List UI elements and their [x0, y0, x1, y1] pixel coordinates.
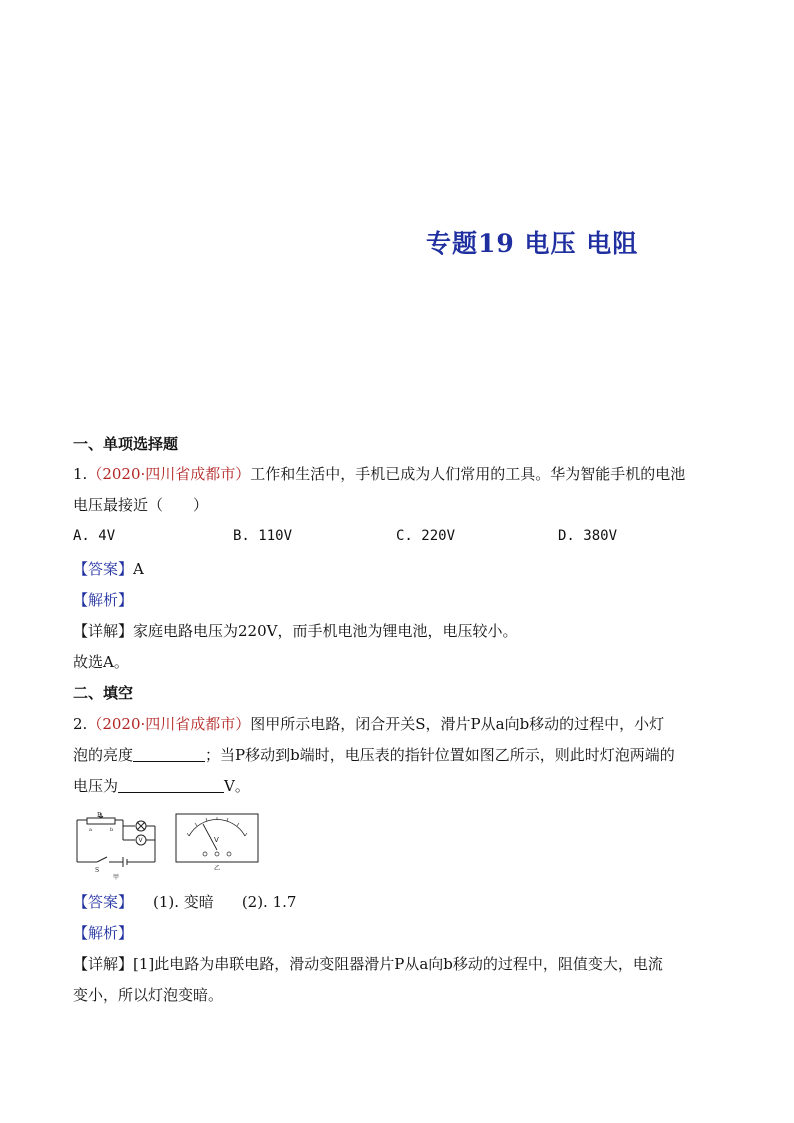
q2-answer-part-2: (2). 1.7	[241, 893, 297, 911]
voltmeter-scale-v-label: V	[214, 836, 219, 844]
q2-answer-part-1: (1). 变暗	[153, 893, 214, 911]
q2-line3	[73, 776, 250, 796]
q1-answer-label: 【答案】	[73, 560, 134, 578]
section-heading-fill-blank: 二、填空	[73, 684, 134, 702]
q2-line1	[73, 714, 664, 734]
q2-detail-label: 【详解】	[73, 955, 134, 973]
q2-detail-line1	[73, 954, 663, 974]
circuit-diagram-figure	[73, 812, 169, 880]
q2-source: （2020·四川省成都市）	[87, 715, 251, 733]
figure-right-label: 乙	[214, 865, 221, 872]
q1-option-a: A. 4V	[73, 528, 116, 544]
slider-p-label: P	[97, 812, 102, 819]
q1-detail-text: 家庭电路电压为220V，而手机电池为锂电池，电压较小。	[133, 622, 518, 640]
q1-text-line2: 电压最接近（ ）	[73, 496, 209, 514]
q2-detail-line2: 变小，所以灯泡变暗。	[73, 986, 224, 1004]
q2-detail-text-1: [1]此电路为串联电路，滑动变阻器滑片P从a向b移动的过程中，阻值变大，电流	[133, 955, 663, 973]
q1-option-c: C. 220V	[396, 528, 456, 544]
q1-number: 1.	[73, 465, 88, 483]
page-title: 专题19 电压 电阻	[426, 229, 639, 258]
q1-source: （2020·四川省成都市）	[87, 465, 251, 483]
q1-analysis-label: 【解析】	[73, 591, 134, 609]
terminal-a-label: a	[89, 827, 92, 833]
q2-blank-1[interactable]	[133, 745, 205, 762]
voltmeter-figure	[175, 812, 259, 872]
q2-text-line2a: 泡的亮度	[73, 746, 134, 764]
q2-text-line2b: ；当P移动到b端时，电压表的指针位置如图乙所示，则此时灯泡两端的	[205, 746, 675, 764]
q1-option-d: D. 380V	[558, 528, 618, 544]
q1-text-line1: 工作和生活中，手机已成为人们常用的工具。华为智能手机的电池	[250, 465, 686, 483]
q1-answer	[73, 559, 144, 579]
q2-text-line3b: V。	[224, 777, 250, 795]
figure-left-label: 甲	[113, 874, 120, 880]
q1-detail-label: 【详解】	[73, 622, 134, 640]
q2-line2	[73, 745, 675, 765]
q1-line1	[73, 464, 685, 484]
q2-number: 2.	[73, 715, 88, 733]
section-heading-single-choice: 一、单项选择题	[73, 435, 179, 453]
q2-text-line1: 图甲所示电路，闭合开关S，滑片P从a向b移动的过程中，小灯	[250, 715, 665, 733]
q2-analysis-label: 【解析】	[73, 924, 134, 942]
q2-text-line3a: 电压为	[73, 777, 119, 795]
q2-answer	[73, 892, 296, 912]
q1-option-b: B. 110V	[233, 528, 293, 544]
q1-conclusion: 故选A。	[73, 653, 129, 671]
voltmeter-v-label: V	[138, 837, 143, 844]
q2-answer-label: 【答案】	[73, 893, 134, 911]
q1-detail	[73, 621, 517, 641]
q2-blank-2[interactable]	[118, 776, 224, 793]
terminal-b-label: b	[110, 827, 114, 833]
q1-answer-value: A	[133, 560, 144, 578]
switch-s-label: S	[95, 867, 100, 874]
